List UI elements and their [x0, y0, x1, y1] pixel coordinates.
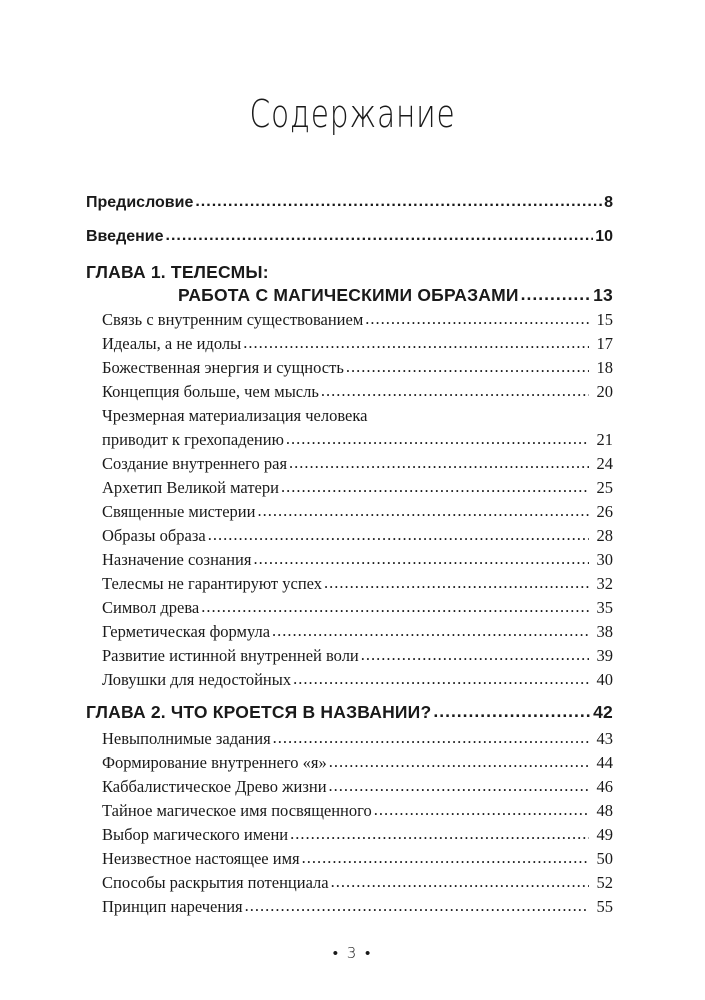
toc-entry-preface[interactable]: [86, 194, 613, 218]
leader-dots: [361, 645, 589, 665]
toc-entry-page: 24: [596, 454, 613, 473]
toc-subentry[interactable]: [102, 454, 613, 478]
toc-entry-label: ГЛАВА 2. ЧТО КРОЕТСЯ В НАЗВАНИИ?: [86, 702, 432, 722]
toc-subentry[interactable]: [102, 777, 613, 801]
page-number: • 3 •: [332, 944, 373, 962]
toc-entry-page: 15: [596, 310, 613, 329]
toc-subentry[interactable]: [102, 334, 613, 358]
toc-entry-page: 21: [596, 430, 613, 449]
toc-subentry-line1[interactable]: Чрезмерная материализация человека: [102, 406, 368, 425]
toc-entry-label: Создание внутреннего рая: [102, 454, 288, 473]
toc-entry-label: Архетип Великой матери: [102, 478, 279, 497]
leader-dots: [257, 501, 589, 521]
toc-entry-page: 42: [593, 702, 613, 722]
toc-entry-label: Концепция больше, чем мысль: [102, 382, 319, 401]
leader-dots: [521, 284, 591, 305]
toc-subentry[interactable]: [102, 358, 613, 382]
toc-subentry[interactable]: [102, 825, 613, 849]
leader-dots: [331, 872, 589, 892]
leader-dots: [324, 573, 589, 593]
toc-subentry[interactable]: [102, 382, 613, 406]
page-title: Содержание: [249, 92, 456, 136]
leader-dots: [243, 333, 589, 353]
leader-dots: [289, 453, 589, 473]
leader-dots: [273, 728, 589, 748]
toc-entry-page: 18: [596, 358, 613, 377]
chapter-1-heading-line2: РАБОТА С МАГИЧЕСКИМИ ОБРАЗАМИ: [178, 285, 519, 305]
toc-entry-page: 35: [596, 598, 613, 617]
toc-subentry[interactable]: [102, 478, 613, 502]
toc-subentry[interactable]: [102, 873, 613, 897]
toc-entry-page: 50: [596, 849, 613, 868]
leader-dots: [201, 597, 589, 617]
toc-entry-label: Телесмы не гарантируют успех: [102, 574, 323, 593]
toc-entry-label: Связь с внутренним существованием: [102, 310, 364, 329]
chapter-1-heading[interactable]: [178, 285, 613, 309]
toc-entry-page: 26: [596, 502, 613, 521]
leader-dots: [302, 848, 589, 868]
toc-entry-label: Символ древа: [102, 598, 200, 617]
toc-subentry[interactable]: [102, 897, 613, 921]
toc-entry-page: 32: [596, 574, 613, 593]
toc-entry-page: 44: [596, 753, 613, 772]
toc-subentry[interactable]: [102, 430, 613, 454]
leader-dots: [208, 525, 589, 545]
toc-entry-page: 28: [596, 526, 613, 545]
toc-entry-label: Предисловие: [86, 194, 194, 211]
toc-entry-label: Идеалы, а не идолы: [102, 334, 242, 353]
toc-entry-label: Выбор магического имени: [102, 825, 289, 844]
leader-dots: [321, 381, 589, 401]
leader-dots: [245, 896, 589, 916]
leader-dots: [253, 549, 589, 569]
toc-entry-label: Герметическая формула: [102, 622, 271, 641]
toc-entry-page: 8: [604, 194, 613, 211]
toc-subentry[interactable]: [102, 622, 613, 646]
toc-entry-label: Способы раскрытия потенциала: [102, 873, 329, 892]
leader-dots: [293, 669, 589, 689]
toc-entry-label: Назначение сознания: [102, 550, 252, 569]
toc-subentry[interactable]: [102, 310, 613, 334]
toc-entry-page: 17: [596, 334, 613, 353]
leader-dots: [195, 193, 602, 211]
chapter-1-heading-line1[interactable]: ГЛАВА 1. ТЕЛЕСМЫ:: [86, 262, 269, 282]
leader-dots: [286, 429, 589, 449]
toc-entry-page: 25: [596, 478, 613, 497]
leader-dots: [374, 800, 589, 820]
toc-entry-page: 40: [596, 670, 613, 689]
leader-dots: [329, 752, 589, 772]
toc-subentry[interactable]: [102, 598, 613, 622]
toc-entry-label: Священные мистерии: [102, 502, 256, 521]
toc-entry-page: 49: [596, 825, 613, 844]
leader-dots: [272, 621, 589, 641]
toc-entry-page: 52: [596, 873, 613, 892]
leader-dots: [281, 477, 589, 497]
toc-entry-label: Образы образа: [102, 526, 206, 545]
toc-subentry[interactable]: [102, 526, 613, 550]
toc-entry-page: 20: [596, 382, 613, 401]
toc-entry-label: Развитие истинной внутренней воли: [102, 646, 359, 665]
toc-entry-label: приводит к грехопадению: [102, 430, 284, 449]
toc-entry-page: 38: [596, 622, 613, 641]
toc-subentry[interactable]: [102, 502, 613, 526]
toc-entry-page: 55: [596, 897, 613, 916]
toc-subentry[interactable]: [102, 574, 613, 598]
leader-dots: [365, 309, 589, 329]
toc-entry-label: Введение: [86, 228, 164, 245]
toc-entry-page: 46: [596, 777, 613, 796]
toc-subentry[interactable]: [102, 849, 613, 873]
toc-entry-label: Каббалистическое Древо жизни: [102, 777, 327, 796]
toc-entry-page: 39: [596, 646, 613, 665]
toc-entry-label: Ловушки для недостойных: [102, 670, 292, 689]
toc-entry-introduction[interactable]: [86, 228, 613, 252]
toc-entry-label: Неизвестное настоящее имя: [102, 849, 300, 868]
toc-entry-label: Принцип наречения: [102, 897, 243, 916]
table-of-contents: [86, 0, 613, 1000]
toc-entry-page: 43: [596, 729, 613, 748]
chapter-2-heading[interactable]: [86, 702, 613, 726]
leader-dots: [346, 357, 589, 377]
toc-entry-page: 48: [596, 801, 613, 820]
leader-dots: [329, 776, 589, 796]
toc-entry-label: Формирование внутреннего «я»: [102, 753, 327, 772]
toc-subentry[interactable]: [102, 670, 613, 694]
toc-entry-label: Божественная энергия и сущность: [102, 358, 344, 377]
toc-subentry[interactable]: [102, 801, 613, 825]
toc-entry-page: 30: [596, 550, 613, 569]
toc-entry-page: 10: [595, 228, 613, 245]
toc-entry-label: Невыполнимые задания: [102, 729, 271, 748]
leader-dots: [290, 824, 589, 844]
toc-subentry[interactable]: [102, 753, 613, 777]
toc-entry-page: 13: [593, 285, 613, 305]
leader-dots: [433, 701, 591, 722]
toc-subentry[interactable]: [102, 729, 613, 753]
leader-dots: [166, 227, 594, 245]
toc-subentry[interactable]: [102, 646, 613, 670]
toc-subentry[interactable]: [102, 550, 613, 574]
toc-entry-label: Тайное магическое имя посвященного: [102, 801, 372, 820]
